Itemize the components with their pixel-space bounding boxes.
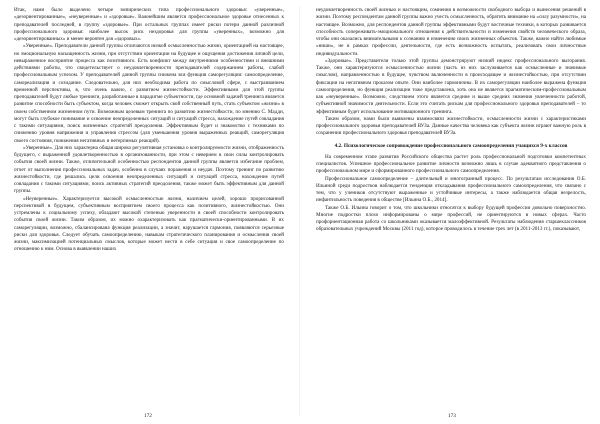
right-paragraph-6: Также О.Б. Ильина говорит о том, что школьники относятся к выбору будущей профессии довольно поверхностно. Многие подростки плохо информированы о мире профессий, не ориентируются в новых сферах. Часто профориентационная работа со школьниками оказывается малоэффективной. Результаты наблюдения старшеклассников образовательных учреждений Москвы (2011 год), которое проводилось в течение трех лет (в 2011-2013 гг.), показывают, (316, 204, 586, 233)
left-page-number: 172 (144, 413, 152, 419)
left-page (14, 7, 284, 417)
right-paragraph-1: неудовлетворенность своей жизнью и настоящим, сомнения в возможности свободного выбора и вынесения решений в жизни. Поэтому респондентам данной группы важно учесть осмысленность, обратить внимание на «силу разумности», на настоящее. Возможно, для респондентов данной группы эффективными будут восточные техники, в которых развивается способность сопереживать-эмоционального отношения к действительности и изменения свойств человеческого образа, чтобы они оказались внимательными к сознанию и изменению своих жизненных объектов. Также, важно найти любимые «ниши», не в рамках профессии, деятельности, где есть возможность испытать, реализовать свои личностные индивидуальности. (316, 7, 586, 57)
right-paragraph-3: Таким образом, нами были выявлены взаимосвязи жизнестойкости, осмысленности жизни с характеристиками профессионального здоровья преподавателей ВУЗа. Данные качества человека как субъекта жизни играют важную роль в сохранении профессионального здоровья преподавателей ВУЗа. (316, 115, 586, 137)
right-paragraph-4: На современном этапе развития Российского общества растет роль профессиональной подготовки компетентных специалистов. Успешное профессиональное развитие личности возможно лишь в случае адекватного представления о профессиональном мире и сформированного профессионального самоопределения. (316, 153, 586, 175)
right-page-number: 173 (448, 413, 456, 419)
right-page (316, 7, 586, 417)
left-paragraph-3: «Уверенные». Для них характерна общая широко регулятивная установка о контролируемости жизни, отображенность будущего, с выраженной удовлетворенностью в организованности, при этом с неверием в свои силы контролировать события своей жизни. Также, отличительной особенностью респондентов данной группы является избегание проблем, отчет от выполнения профессиональных задач, особенно в случаях поражения и неудач. Поэтому тренинг по развитию жизнестойкости, где решались цели освоения неопределенных ситуаций и ситуаций стресса, нахождение путей совладания с такими ситуациями, поиск активных стратегий преодоления, также может быть эффективным для данной группы. (14, 144, 284, 195)
page-gutter (299, 6, 300, 416)
right-paragraph-2: «Здоровые». Представители только этой группы демонстрируют низкий индекс профессионального выгорания. Также, они характеризуются осмысленностью жизни (часть из них заслуживается как осмысленные и значимые смыслом), направленностью в будущее, чувством включенности в происходящее и жизнестойкостью, при отсутствии фиксации на негативном прошлом опыте. Они наиболее гармоничны. В их саморегуляции наиболее выражена функция самоопределения, но функция реализации тоже представлена, хоть она не является прагматическим-профессиональным как «неуверенные». Возможно, следствием этого является средние и выше средних значения увлеченности работой, субъективной значимости деятельности. Если это считать рискам для профессионального здоровья преподавателей – то эффективным будет использование мотивационного тренинга. (316, 57, 586, 115)
left-paragraph-2: «Уверенные». Преподаватели данной группы отличаются низкой осмысленностью жизни, ориентацией на настоящее, но эмоциональную насыщенность жизни, при отсутствии ориентации на будущее и ощущения достижения личной цели, невыраженное восприятие процесса как позитивного. Есть конфликт между внутренними особенностями и внешними действиями работы, что свидетельствует о неудовлетворенности преподавателей содержанием работы, слабой профессиональным успехом. У преподавателей данной группы снижена вся функция саморегуляции: самоопределение, самореализация и созидание. Следовательно, для них необходима работа по смысловой сфере, с выстраиванием временной перспективы, в, что очень важно, с развитием жизнестойкости. Эффективными для этой группы преподавателей будут любые тренинги, разработанные в парадигме субъектности, где основной задачей тренинга является развитие способности быть субъектом, когда человек сможет открыть свой собственный путь, стать субъектом «жизни» в своем собственном жизненном пути. Возможным целевым тренинга по развитию жизнестойкости, по мнению С. Мадди, могут быть глубокое понимание и освоение неопределенных ситуаций и ситуаций стресса, нахождение путей совладания с такими ситуациями, поиск жизненных стратегий преодоления. Эффективным будет и знакомство с техниками по снижению уровня напряжения и управления стрессом (для уменьшения уровня выраженных реакций, саморегуляция своего состояния, понижения негативных и нетерпимых реакций). (14, 43, 284, 144)
section-heading: 4.2. Психологическое сопровождение профессионального самоопределения учащихся 9-х классов (334, 142, 568, 149)
right-paragraph-5: Профессиональное самоопределение – длительный и многогранный процесс. По результатам исследования О.Б. Ильиной среди подростков наблюдается тенденция откладывания профессионального самоопределения, что связано с тем, что у учеников отсутствуют выраженные и устойчивые интересы, а также наблюдается общая незрелость, инфантильность поведения в обществе [Ильина О.Б., 2014]. (316, 175, 586, 204)
left-paragraph-4: «Неуверенные». Характеризуется высокой осмысленностью жизни, наличием целей, хорошо прорисованной перспективой в будущем, субъективным восприятием своего процесса как позитивного, жизнестойкостью. Они устремлены к социальному успеху, обладают высокой степенью уверенности в своей способности контролировать события своей жизни. Таким образом, их можно охарактеризовать как прагматически-ориентированными. В их саморегуляции, возможно, сбалансирована функция реализации, а значит, нарушается гармония, появляются серьезные риски для здоровья. Следует обучать самоопределению, навыкам стратегического планирования и осмысления своей жизни, максимизацией потенциальных смыслов, которые может нести в себе ситуация и свое самоопределение по отношению к ним. Основа в выявлении наших (14, 195, 284, 253)
left-paragraph-1: Итак, нами было выделено четыре эмпирических типа профессионального здоровья: «уверенные», «дезориентированные», «неуверенные» и «здоровые». Важнейшим является профессиональное здоровье отнесенных к преподавателей последней, в группу «здоровые». При остальных группах имеет риски потери данной различной профессионального здоровья: наиболее высок риск нездоровья для группы «уверенных», возможно для «дезориентированных» и менее вероятен для «здоровых». (14, 7, 284, 42)
